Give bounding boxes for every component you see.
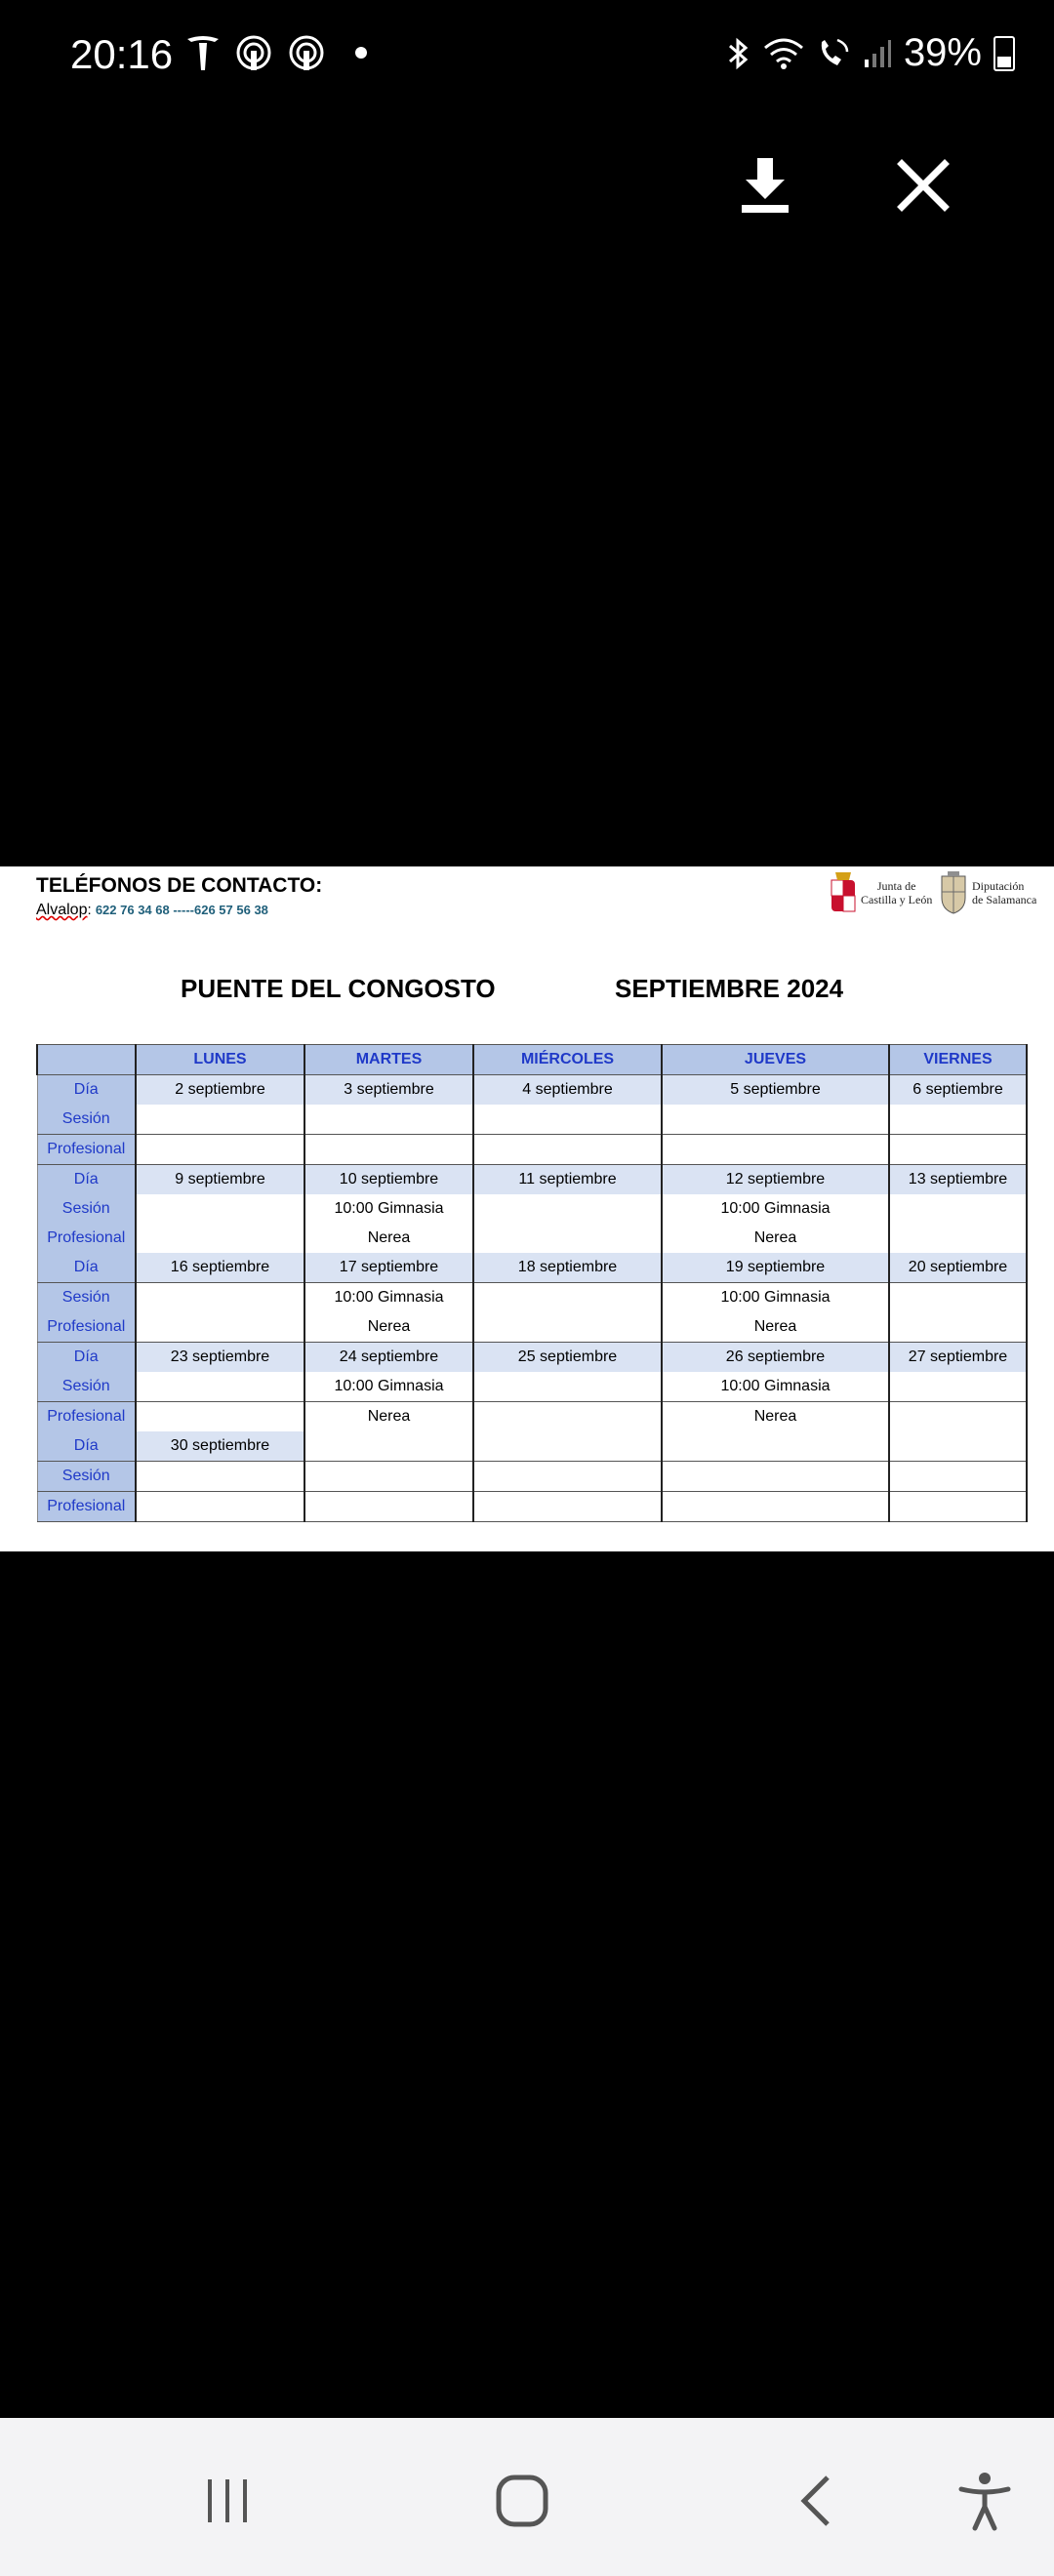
professional-cell [473,1492,662,1522]
professional-cell [473,1402,662,1432]
row-label-dia: Día [37,1431,136,1462]
date-cell [662,1431,889,1462]
row-label-sesion: Sesión [37,1105,136,1135]
session-cell [473,1283,662,1313]
date-cell: 10 septiembre [304,1165,473,1195]
wifi-icon [763,36,804,71]
table-row [37,1135,1027,1165]
recents-icon [200,2474,255,2528]
battery-percentage: 39% [903,31,982,74]
professional-cell [304,1135,473,1165]
professional-cell: Nerea [662,1402,889,1432]
podcast-icon [234,33,273,72]
home-button[interactable] [478,2457,566,2545]
session-cell [136,1283,304,1313]
status-bar [0,0,1054,117]
logo-junta [830,870,932,915]
row-label-sesion: Sesión [37,1462,136,1492]
podcast-icon [287,33,326,72]
session-cell [889,1283,1027,1313]
date-cell: 2 septiembre [136,1075,304,1106]
coat-of-arms-icon [830,870,857,915]
professional-cell [136,1224,304,1253]
row-label-dia: Día [37,1253,136,1283]
date-cell: 18 septiembre [473,1253,662,1283]
date-cell: 23 septiembre [136,1343,304,1373]
header-empty [37,1045,136,1075]
home-icon [493,2472,551,2530]
logo-diputacion [939,870,1036,915]
month-title: SEPTIEMBRE 2024 [615,974,844,1003]
table-row [37,1253,1027,1283]
download-icon [738,154,792,217]
header-miercoles: MIÉRCOLES [473,1045,662,1075]
date-cell: 27 septiembre [889,1343,1027,1373]
date-cell: 3 septiembre [304,1075,473,1106]
table-row [37,1283,1027,1313]
date-cell [304,1431,473,1462]
professional-cell: Nerea [304,1402,473,1432]
date-cell: 5 septiembre [662,1075,889,1106]
professional-cell [136,1312,304,1343]
professional-cell [136,1492,304,1522]
row-label-sesion: Sesión [37,1283,136,1313]
accessibility-icon [957,2470,1012,2532]
table-row [37,1372,1027,1402]
document-page[interactable] [0,866,1054,1551]
logo1-line1: Junta de [876,879,916,893]
date-cell: 17 septiembre [304,1253,473,1283]
professional-cell [304,1492,473,1522]
date-cell: 6 septiembre [889,1075,1027,1106]
professional-cell [136,1402,304,1432]
row-label-dia: Día [37,1343,136,1373]
professional-cell [889,1135,1027,1165]
session-cell [889,1105,1027,1135]
row-label-profesional: Profesional [37,1492,136,1522]
date-cell: 4 septiembre [473,1075,662,1106]
row-label-sesion: Sesión [37,1372,136,1402]
professional-cell [473,1135,662,1165]
row-label-profesional: Profesional [37,1402,136,1432]
clock: 20:16 [70,31,174,77]
session-cell: 10:00 Gimnasia [304,1372,473,1402]
session-cell [473,1105,662,1135]
battery-icon [993,36,1015,71]
date-cell [889,1431,1027,1462]
professional-cell [889,1224,1027,1253]
date-cell: 13 septiembre [889,1165,1027,1195]
shield-icon [939,870,968,915]
date-cell: 26 septiembre [662,1343,889,1373]
phone-1: 622 76 34 68 [95,903,170,917]
session-cell [473,1194,662,1224]
session-cell [662,1462,889,1492]
close-icon [896,158,951,213]
professional-cell: Nerea [304,1312,473,1343]
date-cell: 30 septiembre [136,1431,304,1462]
session-cell [304,1462,473,1492]
session-cell [136,1194,304,1224]
session-cell [473,1372,662,1402]
session-cell [136,1462,304,1492]
session-cell: 10:00 Gimnasia [662,1194,889,1224]
professional-cell [889,1312,1027,1343]
row-label-dia: Día [37,1165,136,1195]
professional-cell [473,1312,662,1343]
date-cell: 20 septiembre [889,1253,1027,1283]
row-label-dia: Día [37,1075,136,1106]
phone-separator: ----- [169,903,194,917]
table-row [37,1075,1027,1106]
header-martes: MARTES [304,1045,473,1075]
logo1-line2: Castilla y León [861,893,933,906]
contact-label: Alvalop [36,902,88,918]
phone-2: 626 57 56 38 [194,903,268,917]
table-row [37,1343,1027,1373]
contact-line [36,902,268,919]
session-cell: 10:00 Gimnasia [304,1283,473,1313]
session-cell [136,1105,304,1135]
date-cell: 11 septiembre [473,1165,662,1195]
date-cell: 25 septiembre [473,1343,662,1373]
header-viernes: VIERNES [889,1045,1027,1075]
session-cell [662,1105,889,1135]
accessibility-button[interactable] [941,2457,1029,2545]
row-label-profesional: Profesional [37,1312,136,1343]
session-cell [304,1105,473,1135]
table-row [37,1462,1027,1492]
session-cell [889,1372,1027,1402]
table-row [37,1492,1027,1522]
table-row [37,1431,1027,1462]
date-cell: 12 septiembre [662,1165,889,1195]
session-cell [473,1462,662,1492]
back-button[interactable] [773,2457,861,2545]
table-row [37,1402,1027,1432]
row-label-profesional: Profesional [37,1135,136,1165]
navigation-bar [0,2418,1054,2576]
system-icons [726,31,1015,75]
back-icon [792,2472,841,2530]
session-cell: 10:00 Gimnasia [662,1372,889,1402]
header-lunes: LUNES [136,1045,304,1075]
place-title: PUENTE DEL CONGOSTO [181,974,496,1003]
notification-icons [185,33,367,72]
date-cell: 16 septiembre [136,1253,304,1283]
table-row [37,1105,1027,1135]
table-row [37,1224,1027,1253]
session-cell [889,1194,1027,1224]
professional-cell [889,1402,1027,1432]
header-row [37,1045,1027,1075]
row-label-profesional: Profesional [37,1224,136,1253]
table-row [37,1165,1027,1195]
schedule-table [36,1044,1028,1522]
session-cell: 10:00 Gimnasia [662,1283,889,1313]
session-cell: 10:00 Gimnasia [304,1194,473,1224]
professional-cell: Nerea [662,1312,889,1343]
header-jueves: JUEVES [662,1045,889,1075]
table-row [37,1194,1027,1224]
table-row [37,1312,1027,1343]
contact-sep: : [87,902,92,918]
recents-button[interactable] [183,2457,271,2545]
session-cell [136,1372,304,1402]
close-button[interactable] [884,146,962,224]
contact-title: TELÉFONOS DE CONTACTO: [36,874,323,897]
download-button[interactable] [726,146,804,224]
signal-icon [863,38,892,69]
date-cell [473,1431,662,1462]
logo2-line1: Diputación [972,879,1025,893]
date-cell: 9 septiembre [136,1165,304,1195]
professional-cell: Nerea [304,1224,473,1253]
row-label-sesion: Sesión [37,1194,136,1224]
session-cell [889,1462,1027,1492]
professional-cell [662,1492,889,1522]
date-cell: 19 septiembre [662,1253,889,1283]
professional-cell [889,1492,1027,1522]
professional-cell [136,1135,304,1165]
bluetooth-icon [726,36,751,71]
professional-cell: Nerea [662,1224,889,1253]
more-notifications-dot [355,47,367,59]
date-cell: 24 septiembre [304,1343,473,1373]
tesla-icon [185,33,221,72]
professional-cell [662,1135,889,1165]
wifi-call-icon [816,36,851,71]
professional-cell [473,1224,662,1253]
logo2-line2: de Salamanca [972,893,1037,906]
